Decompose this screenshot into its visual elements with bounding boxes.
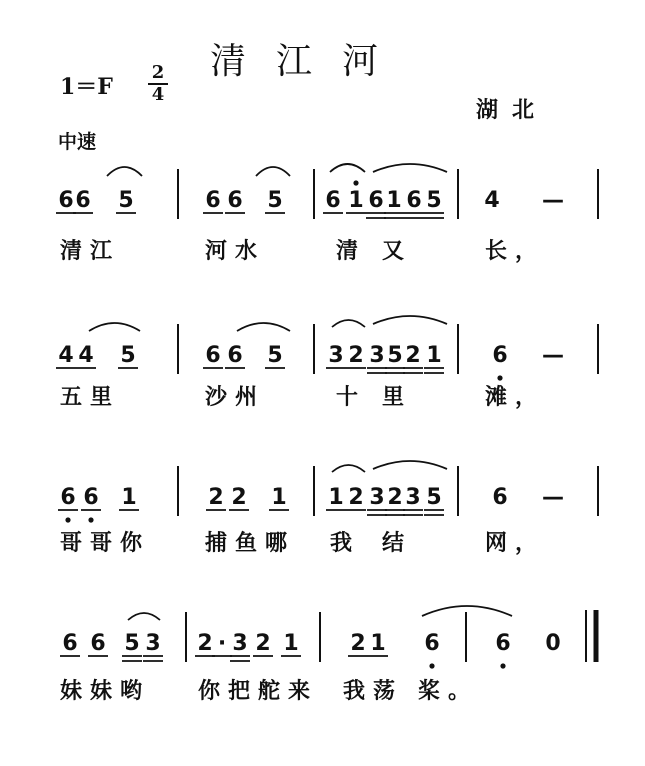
note-2-1: 4 [58,343,74,368]
note-2-7: 3 [328,343,344,368]
note-1-12: 5 [426,188,442,213]
slur-4-1 [128,613,160,620]
lyric-1-4: 又 [382,239,405,264]
tempo-marking: 中速 [58,131,97,153]
note-2-13: 6 [492,343,508,368]
note-2-6: 5 [267,343,283,368]
note-1-13: 4 [484,188,500,213]
note-1-5: 6 [227,188,243,213]
lyric-2-5: 滩， [485,385,546,410]
note-3-14: — [542,485,564,510]
slur-1-2 [256,167,290,176]
note-3-12: 5 [426,485,442,510]
note-3-2: 6 [83,485,99,510]
lyric-1-5: 长， [485,239,546,264]
lyric-2-1: 五里 [60,385,121,410]
note-2-5: 6 [227,343,243,368]
note-low-dot-2-13 [497,375,502,380]
note-low-dot-3-2 [88,517,93,522]
note-1-2: 6 [75,188,91,213]
note-1-3: 5 [118,188,134,213]
note-3-1: 6 [60,485,76,510]
note-1-9: 6 [368,188,384,213]
note-low-dot-3-1 [65,517,70,522]
slur-2-1 [89,323,140,331]
time-signature-bottom: 4 [151,84,165,105]
lyric-2-2: 沙州 [205,385,266,410]
note-3-10: 2 [387,485,403,510]
note-2-10: 5 [387,343,403,368]
note-4-7: 3 [232,631,248,656]
slur-2-4 [373,316,447,324]
note-low-dot-4-12 [429,663,434,668]
key-signature: 1＝F [60,74,113,100]
lyric-3-4: 结 [382,531,405,556]
note-high-dot-1-8 [353,180,358,185]
note-3-5: 2 [231,485,247,510]
note-4-12: 6 [424,631,440,656]
note-4-13: 6 [495,631,511,656]
note-4-10: 2 [350,631,366,656]
lyric-1-1: 清江 [60,239,121,264]
note-2-8: 2 [348,343,364,368]
note-3-7: 1 [328,485,344,510]
slur-1-1 [107,167,142,176]
lyric-3-3: 我 [330,531,353,556]
note-4-5: 2 [197,631,213,656]
slur-1-4 [373,164,447,172]
lyric-4-2: 你把舵来 [198,679,319,704]
note-3-6: 1 [271,485,287,510]
lyric-2-3: 十 [336,385,359,410]
note-1-10: 1 [386,188,402,213]
slur-2-3 [332,320,365,327]
note-4-8: 2 [255,631,271,656]
note-4-1: 6 [62,631,78,656]
slur-3-2 [373,461,447,469]
note-4-2: 6 [90,631,106,656]
lyric-2-4: 里 [382,385,405,410]
note-2-3: 5 [120,343,136,368]
note-3-8: 2 [348,485,364,510]
lyric-4-4: 桨。 [418,679,479,704]
note-3-13: 6 [492,485,508,510]
note-2-9: 3 [369,343,385,368]
note-4-11: 1 [370,631,386,656]
note-1-7: 6 [325,188,341,213]
note-3-9: 3 [369,485,385,510]
note-1-1: 6 [58,188,74,213]
note-low-dot-4-13 [500,663,505,668]
note-3-11: 3 [405,485,421,510]
note-1-8: 1 [348,188,364,213]
note-4-9: 1 [283,631,299,656]
note-1-6: 5 [267,188,283,213]
note-2-11: 2 [405,343,421,368]
lyric-1-2: 河水 [205,239,266,264]
note-2-12: 1 [426,343,442,368]
song-title: 清江河 [210,41,409,82]
note-4-3: 5 [124,631,140,656]
note-3-3: 1 [121,485,137,510]
lyric-3-1: 哥哥你 [60,531,151,556]
note-4-14: 0 [545,631,561,656]
region-label: 湖北 [476,98,549,123]
note-4-6: · [217,631,227,656]
note-1-14: — [542,188,564,213]
slur-2-2 [237,323,290,331]
note-2-4: 6 [205,343,221,368]
note-1-4: 6 [205,188,221,213]
lyric-4-3: 我荡 [343,679,404,704]
lyric-3-5: 网， [485,531,546,556]
slur-3-1 [332,465,365,472]
note-2-14: — [542,343,564,368]
note-3-4: 2 [208,485,224,510]
note-2-2: 4 [78,343,94,368]
lyric-3-2: 捕鱼哪 [205,531,296,556]
slur-1-3 [330,164,365,172]
time-signature-top: 2 [151,62,165,83]
lyric-4-1: 妹妹哟 [60,679,151,704]
note-4-4: 3 [145,631,161,656]
note-1-11: 6 [406,188,422,213]
lyric-1-3: 清 [336,239,359,264]
